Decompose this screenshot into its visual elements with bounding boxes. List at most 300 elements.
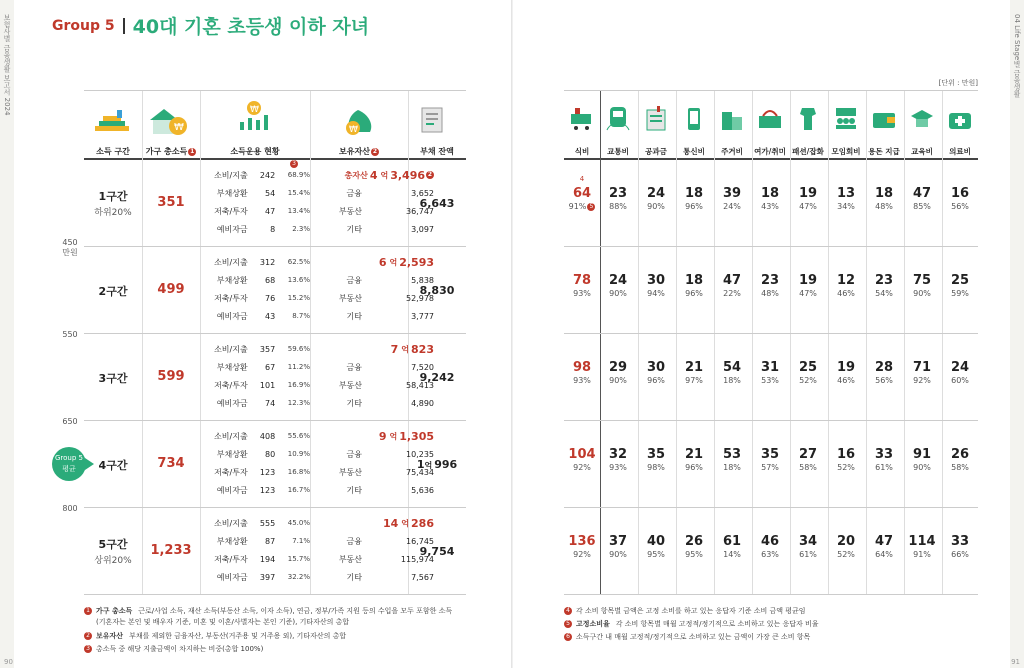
spend-rate: 96%	[685, 202, 703, 211]
spend-amount: 23	[874, 273, 894, 288]
income-usage-list	[200, 427, 310, 499]
usage-percent: 8.7%	[292, 312, 310, 320]
usage-row	[200, 445, 310, 463]
spend-rate: 60%	[951, 376, 969, 385]
asset-amount: 3,777	[411, 311, 434, 321]
unit-label: [단위 : 만원]	[938, 79, 978, 87]
usage-amount: 8	[270, 224, 276, 234]
asset-amount: 75,434	[406, 467, 434, 477]
header-spend-4: 주거비	[721, 147, 743, 156]
page-title	[52, 12, 369, 39]
y-label-800: 800	[62, 504, 78, 513]
spend-cell	[866, 273, 902, 298]
usage-percent: 16.9%	[287, 381, 310, 389]
usage-row	[200, 481, 310, 499]
spend-rate: 48%	[761, 289, 779, 298]
asset-label: 금융	[346, 188, 362, 198]
footnote-6	[564, 632, 819, 643]
usage-percent: 2.3%	[292, 225, 310, 233]
asset-label: 부동산	[338, 554, 362, 564]
spend-rate: 90%	[609, 550, 627, 559]
usage-row	[200, 358, 310, 376]
debt-value	[408, 197, 466, 210]
footnote-1-cont: (기혼자는 본인 및 배우자 기준, 미혼 및 이혼/사별자는 본인 기준), 기타자산의 총합	[96, 618, 350, 626]
spend-col-divider	[828, 90, 829, 595]
footnote-2	[84, 631, 452, 642]
spend-rate: 47%	[799, 202, 817, 211]
usage-row	[200, 253, 310, 271]
footnote-text: 근로/사업 소득, 재산 소득(부동산 소득, 이자 소득), 연금, 정부/가족 지원 등의 수입을 모두 포함한 소득	[138, 607, 453, 615]
medical-icon	[945, 104, 975, 134]
spend-cell	[564, 273, 600, 298]
band-name: 2구간	[98, 285, 128, 298]
footnote-bullet: 4	[564, 607, 572, 615]
spend-amount: 19	[798, 186, 818, 201]
spend-amount: 47	[912, 186, 932, 201]
usage-label: 소비/지출	[214, 518, 248, 528]
spend-amount: 64	[572, 186, 592, 201]
footnote-marker-3: 3	[290, 160, 298, 168]
spend-cell	[752, 447, 788, 472]
footnote-4	[564, 606, 819, 617]
spend-cell	[790, 534, 826, 559]
footnote-title: 고정소비율	[576, 620, 610, 628]
badge-line-2: 평균	[62, 465, 76, 473]
usage-label: 저축/투자	[214, 206, 248, 216]
spend-cell	[638, 186, 674, 211]
usage-label: 저축/투자	[214, 293, 248, 303]
spend-cell	[904, 447, 940, 472]
usage-percent: 16.7%	[287, 486, 310, 494]
spend-rate: 57%	[761, 463, 779, 472]
debt-amount: 9,242	[419, 371, 455, 384]
spend-amount: 21	[684, 447, 704, 462]
spend-rate: 46%	[837, 376, 855, 385]
usage-row	[200, 271, 310, 289]
band-divider	[84, 246, 466, 247]
cart-icon	[567, 104, 597, 134]
spend-amount: 30	[646, 360, 666, 375]
asset-amount: 16,745	[406, 536, 434, 546]
footnote-marker-2: 2	[372, 148, 378, 155]
asset-label: 금융	[346, 449, 362, 459]
asset-total-eok-unit: 억	[389, 257, 398, 267]
asset-label: 부동산	[338, 293, 362, 303]
spend-rate: 59%	[951, 289, 969, 298]
footnote-text: 소득구간 내 매월 고정적/정기적으로 소비하고 있는 금액이 가장 큰 소비 항목	[576, 633, 811, 641]
spend-amount: 27	[798, 447, 818, 462]
total-income-value: 499	[157, 282, 185, 297]
spend-amount: 114	[908, 534, 936, 549]
spend-cell	[752, 273, 788, 298]
spend-amount: 35	[646, 447, 666, 462]
asset-amount: 115,974	[400, 554, 434, 564]
spend-cell	[942, 447, 978, 472]
y-label-650: 650	[62, 417, 78, 426]
spend-cell	[942, 273, 978, 298]
band-name: 4구간	[98, 459, 128, 472]
usage-percent: 12.3%	[287, 399, 310, 407]
usage-percent: 68.9%	[287, 171, 310, 179]
usage-amount: 123	[259, 485, 276, 495]
spend-cell	[600, 447, 636, 472]
spend-cell	[600, 360, 636, 385]
asset-amount: 52,978	[406, 293, 434, 303]
spend-amount: 23	[608, 186, 628, 201]
spend-rate: 48%	[875, 202, 893, 211]
footnote-text: 각 소비 항목별 매월 고정적/정기적으로 소비하고 있는 응답자 비율	[615, 620, 819, 628]
train-icon	[603, 104, 633, 134]
spend-amount: 24	[608, 273, 628, 288]
spend-cell	[564, 360, 600, 385]
spend-cell	[600, 186, 636, 211]
total-income-value: 599	[157, 369, 185, 384]
spend-cell	[676, 273, 712, 298]
spend-rate: 90%	[609, 289, 627, 298]
right-first-col-divider	[600, 90, 601, 595]
footnote-marker-2b: 2	[427, 171, 433, 178]
spend-rate: 58%	[799, 463, 817, 472]
header-total-income	[142, 146, 200, 157]
spend-amount: 39	[722, 186, 742, 201]
band-divider	[84, 333, 466, 334]
spend-cell	[714, 447, 750, 472]
spend-cell	[790, 360, 826, 385]
svg-text:₩: ₩	[250, 105, 259, 115]
footnote-3	[84, 644, 452, 655]
spend-cell	[676, 534, 712, 559]
usage-row	[200, 394, 310, 412]
income-band-label	[84, 283, 142, 299]
spend-cell	[866, 447, 902, 472]
header-assets	[310, 146, 408, 157]
usage-row	[200, 289, 310, 307]
y-label-450	[58, 238, 82, 258]
spend-amount: 91	[912, 447, 932, 462]
asset-total-rest: 1,305	[399, 429, 434, 443]
income-band-label	[84, 370, 142, 386]
usage-label: 소비/지출	[214, 431, 248, 441]
footnote-text: 총소득 중 해당 지출금액이 차지하는 비중(총합 100%)	[96, 645, 264, 653]
spend-rate: 34%	[837, 202, 855, 211]
usage-label: 부채상환	[216, 275, 248, 285]
spend-rate: 18%	[723, 376, 741, 385]
usage-amount: 80	[264, 449, 276, 459]
band-divider	[564, 333, 978, 334]
usage-label: 부채상환	[216, 449, 248, 459]
spend-col-divider	[942, 90, 943, 595]
y-label-550: 550	[62, 330, 78, 339]
spend-cell	[564, 534, 600, 559]
spend-rate: 85%	[913, 202, 931, 211]
usage-label: 소비/지출	[214, 170, 248, 180]
title-text: 40대 기혼 초등생 이하 자녀	[132, 16, 370, 38]
asset-total-eok-value: 7	[390, 342, 399, 356]
utility-bill-icon	[641, 104, 671, 134]
usage-label: 저축/투자	[214, 554, 248, 564]
footnote-bullet: 5	[564, 620, 572, 628]
spend-cell	[752, 534, 788, 559]
income-band-label	[84, 457, 142, 473]
spend-amount: 104	[568, 447, 596, 462]
header-spend-0: 식비	[574, 147, 590, 156]
spend-amount: 16	[836, 447, 856, 462]
asset-label: 기타	[346, 311, 362, 321]
apartment-icon	[717, 104, 747, 134]
right-side-caption: 04 Life Stage별 금융생활	[1013, 14, 1021, 98]
asset-total-eok-unit: 억	[401, 518, 410, 528]
spend-rate: 92%	[913, 376, 931, 385]
income-band-icon	[93, 106, 133, 136]
band-divider	[84, 507, 466, 508]
spend-rate: 92%	[573, 463, 591, 472]
asset-label: 금융	[346, 536, 362, 546]
footnotes-right	[564, 606, 819, 643]
spend-rate: 43%	[761, 202, 779, 211]
usage-label: 예비자금	[216, 485, 248, 495]
spend-amount: 54	[722, 360, 742, 375]
usage-percent: 16.8%	[287, 468, 310, 476]
usage-label: 부채상환	[216, 362, 248, 372]
footnote-title: 가구 총소득	[96, 607, 133, 615]
badge-line-1: Group 5	[55, 454, 83, 462]
usage-amount: 194	[259, 554, 276, 564]
asset-row	[316, 568, 434, 586]
usage-label: 예비자금	[216, 311, 248, 321]
spend-amount: 78	[572, 273, 592, 288]
page-number-left: 90	[4, 658, 13, 666]
usage-row	[200, 220, 310, 238]
asset-total-eok-value: 14	[382, 516, 399, 530]
usage-amount: 67	[264, 362, 276, 372]
total-income-value: 351	[157, 195, 185, 210]
header-income-band: 소득 구간	[96, 147, 130, 156]
title-divider	[123, 18, 125, 34]
spend-cell	[790, 273, 826, 298]
spend-rate: 88%	[609, 202, 627, 211]
footnote-title: 보유자산	[96, 632, 124, 640]
spend-rate: 90%	[609, 376, 627, 385]
spend-amount: 24	[950, 360, 970, 375]
header-spend-1: 교통비	[607, 147, 629, 156]
usage-label: 예비자금	[216, 572, 248, 582]
spend-cell	[752, 360, 788, 385]
spend-amount: 40	[646, 534, 666, 549]
allowance-wallet-icon	[869, 104, 899, 134]
spend-amount: 25	[950, 273, 970, 288]
asset-amount: 4,890	[411, 398, 434, 408]
spend-cell	[904, 273, 940, 298]
spend-rate: 94%	[647, 289, 665, 298]
spend-rate: 56%	[951, 202, 969, 211]
spend-amount: 12	[836, 273, 856, 288]
spend-col-divider	[866, 90, 867, 595]
spend-cell	[866, 186, 902, 211]
asset-total-rest: 286	[411, 516, 434, 530]
usage-row	[200, 202, 310, 220]
spend-rate: 93%	[573, 376, 591, 385]
asset-amount: 36,747	[406, 206, 434, 216]
income-band-label	[84, 536, 142, 566]
usage-amount: 43	[264, 311, 276, 321]
education-icon	[907, 104, 937, 134]
usage-percent: 15.7%	[287, 555, 310, 563]
spend-amount: 32	[608, 447, 628, 462]
spend-cell	[790, 186, 826, 211]
asset-amount: 7,520	[411, 362, 434, 372]
spend-amount: 28	[874, 360, 894, 375]
spend-cell	[564, 447, 600, 472]
band-divider	[564, 420, 978, 421]
usage-row	[200, 184, 310, 202]
spend-cell	[714, 273, 750, 298]
asset-total-eok-unit: 억	[389, 431, 398, 441]
book-spine	[511, 0, 513, 668]
header-debt: 부채 잔액	[420, 147, 454, 156]
spend-amount: 16	[950, 186, 970, 201]
right-gutter	[1010, 0, 1024, 668]
money-bag-icon	[338, 104, 378, 136]
spend-amount: 30	[646, 273, 666, 288]
meeting-icon	[831, 104, 861, 134]
usage-percent: 15.2%	[287, 294, 310, 302]
income-band-label	[84, 188, 142, 218]
spend-cell	[676, 360, 712, 385]
spend-rate: 64%	[875, 550, 893, 559]
usage-row	[200, 307, 310, 325]
spend-col-divider	[638, 90, 639, 595]
spend-amount: 24	[646, 186, 666, 201]
spend-amount: 18	[684, 273, 704, 288]
spend-amount: 25	[798, 360, 818, 375]
asset-amount: 3,652	[411, 188, 434, 198]
spend-rate: 58%	[951, 463, 969, 472]
spend-cell	[638, 273, 674, 298]
spend-rate: 56%	[875, 376, 893, 385]
asset-label: 부동산	[338, 380, 362, 390]
spend-cell	[638, 534, 674, 559]
spend-amount: 136	[568, 534, 596, 549]
spend-rate: 95%	[647, 550, 665, 559]
usage-amount: 408	[259, 431, 276, 441]
band-name: 5구간	[98, 538, 128, 551]
spend-cell	[752, 186, 788, 211]
spend-cell	[942, 186, 978, 211]
total-income-value: 734	[157, 456, 185, 471]
usage-row	[200, 514, 310, 532]
spend-cell	[676, 186, 712, 211]
debt-eok-value: 1	[416, 458, 425, 471]
spend-amount: 26	[684, 534, 704, 549]
header-spend-9: 교육비	[911, 147, 933, 156]
debt-value	[408, 284, 466, 297]
asset-label: 기타	[346, 224, 362, 234]
band-divider	[84, 594, 466, 595]
usage-amount: 555	[259, 518, 276, 528]
svg-text:₩: ₩	[349, 125, 358, 135]
spend-rate: 52%	[799, 376, 817, 385]
spend-amount: 18	[874, 186, 894, 201]
band-divider	[564, 594, 978, 595]
spend-col-divider	[752, 90, 753, 595]
spend-col-divider	[790, 90, 791, 595]
asset-total-rest: 3,496	[390, 168, 425, 182]
spend-cell	[828, 447, 864, 472]
spend-rate: 18%	[723, 463, 741, 472]
asset-total-rest: 2,593	[399, 255, 434, 269]
fashion-icon	[793, 104, 823, 134]
asset-total-eok-unit: 억	[401, 344, 410, 354]
usage-row	[200, 568, 310, 586]
spend-cell	[828, 360, 864, 385]
header-assets-label: 보유자산	[339, 147, 370, 156]
usage-amount: 76	[264, 293, 276, 303]
spend-rate: 63%	[761, 550, 779, 559]
spend-col-divider	[676, 90, 677, 595]
debt-value	[408, 371, 466, 384]
spend-amount: 47	[722, 273, 742, 288]
usage-amount: 47	[264, 206, 276, 216]
spend-amount: 47	[874, 534, 894, 549]
header-spend-5: 여가/취미	[754, 147, 786, 156]
usage-label: 소비/지출	[214, 257, 248, 267]
footnote-bullet: 6	[564, 633, 572, 641]
header-spend-7: 모임회비	[831, 147, 861, 156]
spend-rate: 96%	[685, 289, 703, 298]
footnote-marker-1: 1	[190, 148, 195, 155]
asset-label: 기타	[346, 398, 362, 408]
usage-percent: 13.6%	[287, 276, 310, 284]
spend-rate: 52%	[837, 463, 855, 472]
footnotes-left	[84, 606, 452, 655]
usage-amount: 87	[264, 536, 276, 546]
house-coin-icon	[148, 106, 192, 138]
asset-total	[316, 166, 434, 184]
spend-rate: 24%	[723, 202, 741, 211]
spend-rate: 53%	[761, 376, 779, 385]
usage-row	[200, 532, 310, 550]
asset-label: 기타	[346, 485, 362, 495]
debt-amount: 9,754	[419, 545, 455, 558]
spend-rate: 90%	[913, 289, 931, 298]
usage-label: 부채상환	[216, 536, 248, 546]
spend-rate: 66%	[951, 550, 969, 559]
debt-value	[408, 545, 466, 558]
usage-row	[200, 550, 310, 568]
col-divider	[310, 90, 311, 595]
spend-cell	[714, 186, 750, 211]
spend-amount: 18	[760, 186, 780, 201]
asset-label: 기타	[346, 572, 362, 582]
usage-amount: 312	[259, 257, 276, 267]
usage-percent: 55.6%	[287, 432, 310, 440]
spend-rate: 93%	[573, 289, 591, 298]
footnote-bullet: 3	[84, 645, 92, 653]
spend-rate: 47%	[799, 289, 817, 298]
asset-amount: 5,838	[411, 275, 434, 285]
band-name: 3구간	[98, 372, 128, 385]
spend-amount: 13	[836, 186, 856, 201]
header-spend-6: 패션/잡화	[792, 147, 824, 156]
spend-rate: 96%	[647, 376, 665, 385]
usage-percent: 10.9%	[287, 450, 310, 458]
right-header-rule	[564, 158, 978, 160]
debt-bill-icon	[416, 104, 448, 136]
y-unit: 만원	[62, 248, 78, 257]
band-divider	[84, 420, 466, 421]
header-spend-10: 의료비	[949, 147, 971, 156]
spend-amount: 18	[684, 186, 704, 201]
